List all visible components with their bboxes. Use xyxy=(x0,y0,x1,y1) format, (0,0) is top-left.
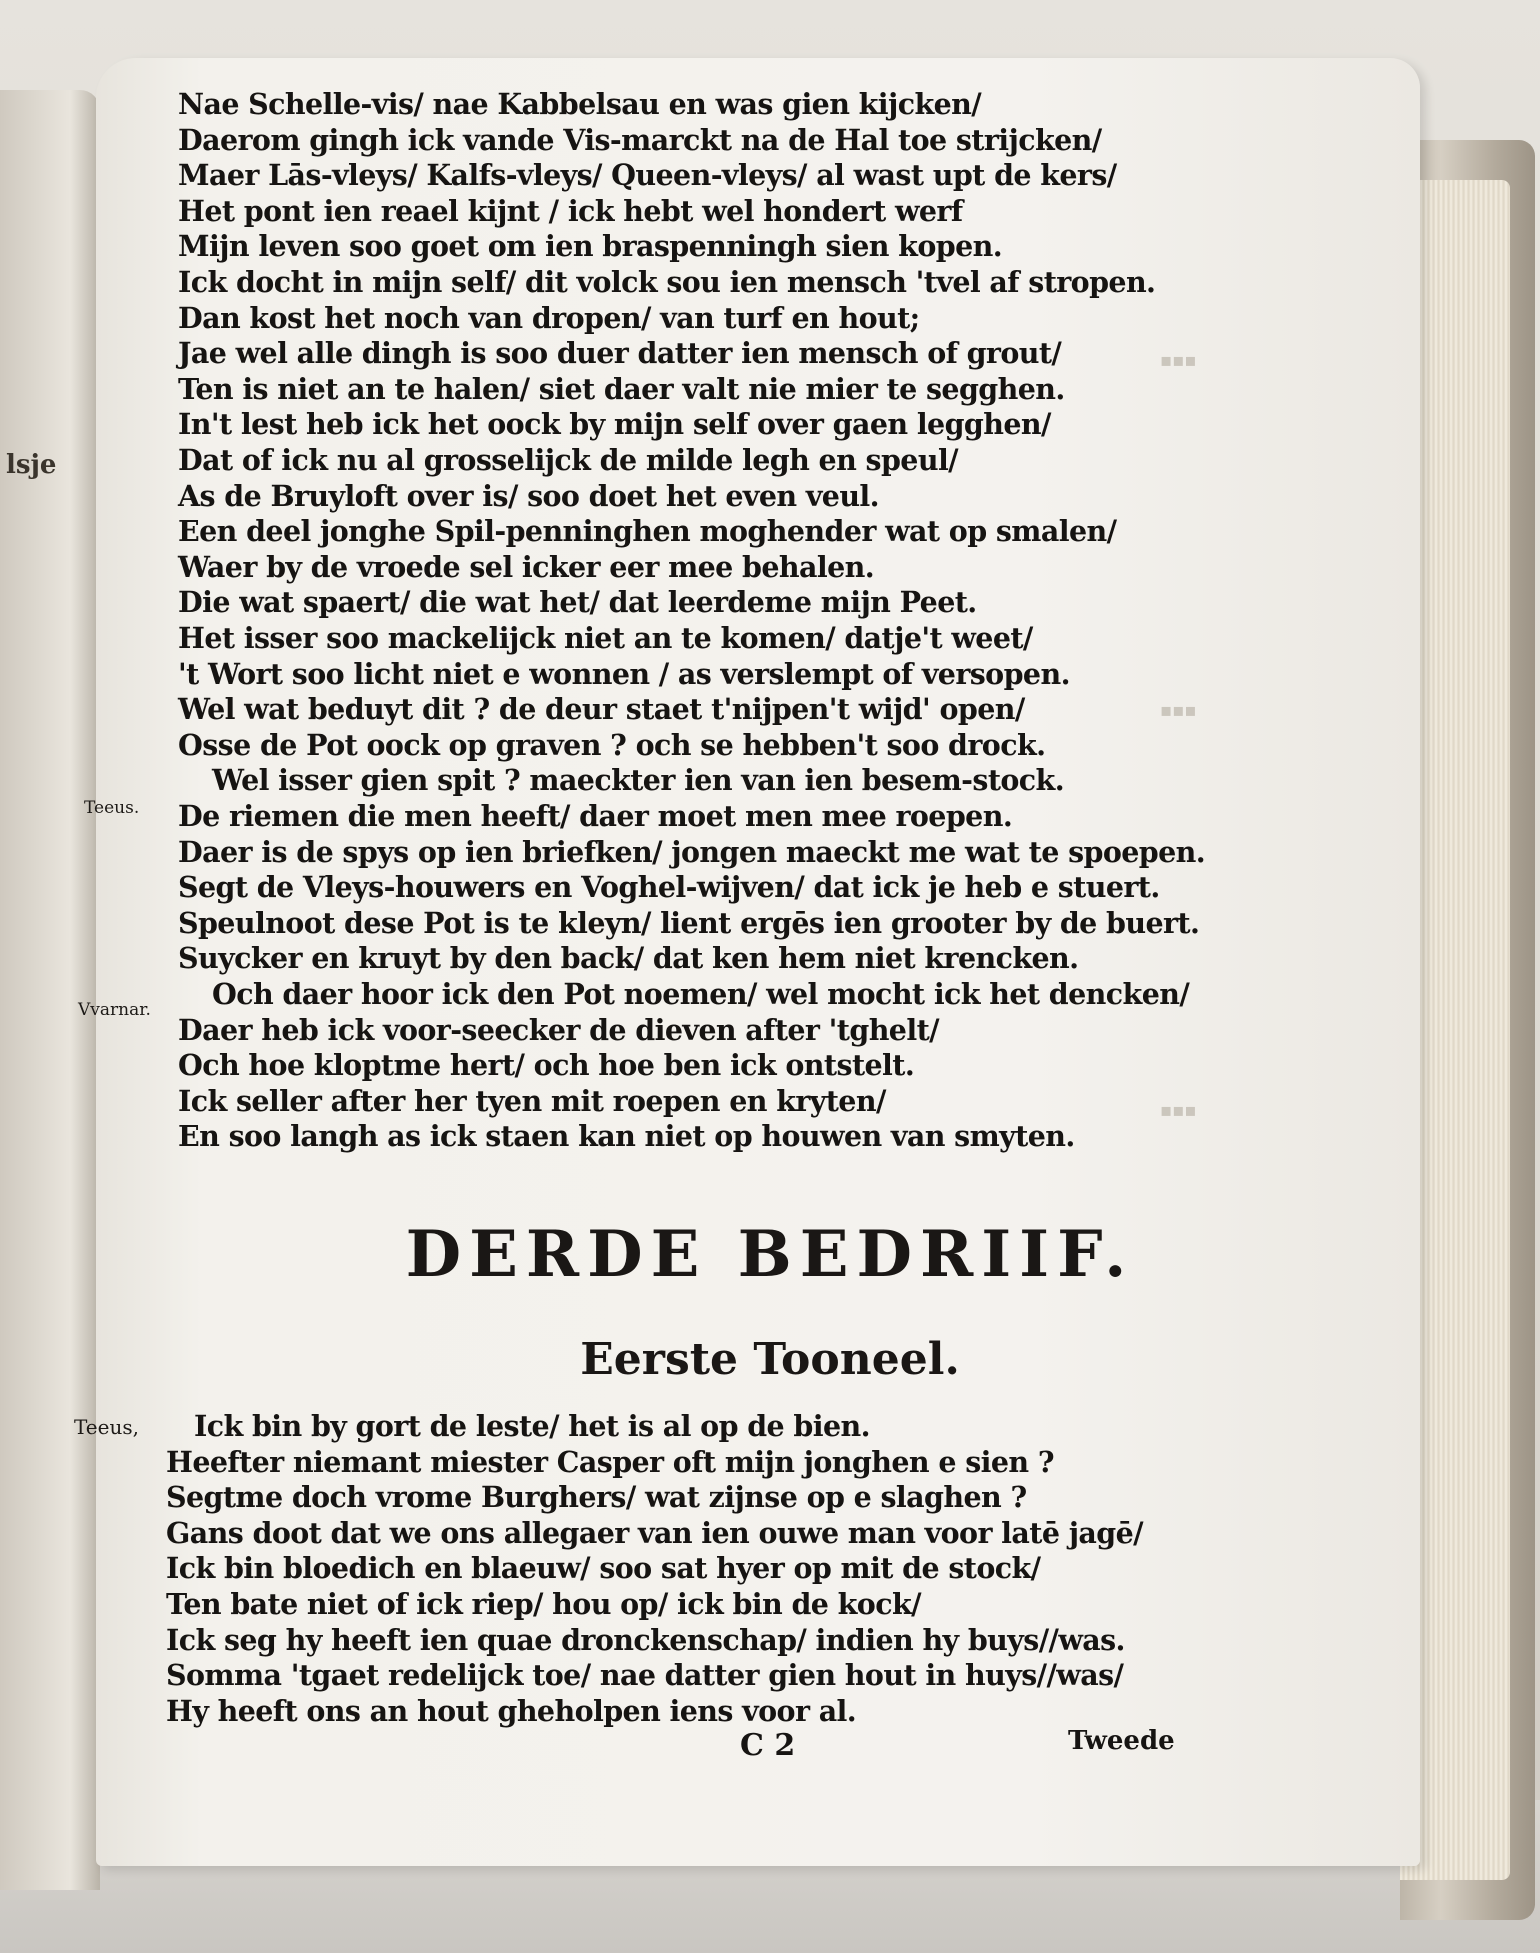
verse-line: Heefter niemant miester Casper oft mijn jonghen e sien ? xyxy=(166,1444,1054,1479)
signature-mark: C 2 xyxy=(740,1728,796,1763)
verse-line: Nae Schelle-vis/ nae Kabbelsau en was gien kijcken/ xyxy=(178,87,982,121)
verse-line: Wel wat beduyt dit ? de deur staet t'nijpen't wijd' open/ xyxy=(178,692,1025,727)
verse-line: Die wat spaert/ die wat het/ dat leerdeme mijn Peet. xyxy=(178,585,977,620)
scene-heading: Eerste Tooneel. xyxy=(580,1334,960,1385)
speaker-label-teeus-scene: Teeus, xyxy=(74,1415,139,1439)
verse-line: Speulnoot dese Pot is te kleyn/ lient ergēs ien grooter by de buert. xyxy=(178,905,1200,940)
verse-line: Ick bin by gort de leste/ het is al op de bien. xyxy=(194,1409,870,1443)
verse-line: Jae wel alle dingh is soo duer datter ien mensch of grout/ xyxy=(178,336,1062,371)
show-through-mark: ▪▪▪ xyxy=(1160,350,1197,371)
verse-line: Ick seg hy heeft ien quae dronckenschap/ indien hy buys//was. xyxy=(166,1622,1125,1657)
verse-line: En soo langh as ick staen kan niet op houwen van smyten. xyxy=(178,1119,1075,1154)
verse-line: Wel isser gien spit ? maeckter ien van ien besem-stock. xyxy=(212,763,1065,798)
verse-line: Mijn leven soo goet om ien braspenningh sien kopen. xyxy=(178,229,1003,264)
verse-line: De riemen die men heeft/ daer moet men mee roepen. xyxy=(178,799,1013,833)
verse-line: Het pont ien reael kijnt / ick hebt wel hondert werf xyxy=(178,193,963,228)
verse-line: Ick bin bloedich en blaeuw/ soo sat hyer op mit de stock/ xyxy=(166,1551,1041,1586)
catchword: Tweede xyxy=(1068,1726,1175,1756)
verse-line: Ten bate niet of ick riep/ hou op/ ick bin de kock/ xyxy=(166,1587,921,1621)
verse-line: Segtme doch vrome Burghers/ wat zijnse op e slaghen ? xyxy=(166,1480,1027,1515)
verse-line: Waer by de vroede sel icker eer mee behalen. xyxy=(178,549,875,584)
verse-line: Dat of ick nu al grosselijck de milde legh en speul/ xyxy=(178,443,958,477)
verse-line: Ick docht in mijn self/ dit volck sou ien mensch 'tvel af stropen. xyxy=(178,265,1156,299)
left-page-marginal-text: lsje xyxy=(6,450,57,480)
verse-line: As de Bruyloft over is/ soo doet het even veul. xyxy=(178,478,879,513)
verse-line: Somma 'tgaet redelijck toe/ nae datter gien hout in huys//was/ xyxy=(166,1658,1124,1693)
speaker-label-vvarnar: Vvarnar. xyxy=(78,1000,151,1020)
verse-line: Dan kost het noch van dropen/ van turf en hout; xyxy=(178,300,920,335)
speaker-label-teeus: Teeus. xyxy=(84,798,140,818)
verse-line: Och daer hoor ick den Pot noemen/ wel mocht ick het dencken/ xyxy=(212,977,1190,1011)
verse-line: Daerom gingh ick vande Vis-marckt na de Hal toe strijcken/ xyxy=(178,122,1102,157)
verse-line: 't Wort soo licht niet e wonnen / as verslempt of versopen. xyxy=(178,656,1070,691)
left-page-edge xyxy=(0,90,100,1890)
verse-line: Maer Lās-vleys/ Kalfs-vleys/ Queen-vleys/ al wast upt de kers/ xyxy=(178,158,1117,193)
verse-line: Suycker en kruyt by den back/ dat ken hem niet krencken. xyxy=(178,941,1079,976)
verse-line: Ick seller after her tyen mit roepen en kryten/ xyxy=(178,1083,886,1118)
show-through-mark: ▪▪▪ xyxy=(1160,700,1197,721)
verse-line: Het isser soo mackelijck niet an te komen/ datje't weet/ xyxy=(178,621,1033,655)
verse-line: Daer is de spys op ien briefken/ jongen maeckt me wat te spoepen. xyxy=(178,834,1206,869)
verse-line: Een deel jonghe Spil-penninghen moghender wat op smalen/ xyxy=(178,514,1117,549)
verse-line: Segt de Vleys-houwers en Voghel-wijven/ dat ick je heb e stuert. xyxy=(178,870,1160,905)
verse-line: Gans doot dat we ons allegaer van ien ouwe man voor latē jagē/ xyxy=(166,1515,1143,1550)
verse-line: Och hoe kloptme hert/ och hoe ben ick ontstelt. xyxy=(178,1048,915,1083)
verse-line: In't lest heb ick het oock by mijn self over gaen legghen/ xyxy=(178,407,1051,442)
act-heading: DERDE BEDRIIF. xyxy=(405,1217,1135,1292)
show-through-mark: ▪▪▪ xyxy=(1160,1100,1197,1121)
verse-line: Daer heb ick voor-seecker de dieven after 'tghelt/ xyxy=(178,1012,939,1047)
verse-line: Ten is niet an te halen/ siet daer valt nie mier te segghen. xyxy=(178,371,1065,406)
verse-line: Osse de Pot oock op graven ? och se hebben't soo drock. xyxy=(178,727,1046,762)
verse-line: Hy heeft ons an hout gheholpen iens voor al. xyxy=(166,1693,857,1728)
